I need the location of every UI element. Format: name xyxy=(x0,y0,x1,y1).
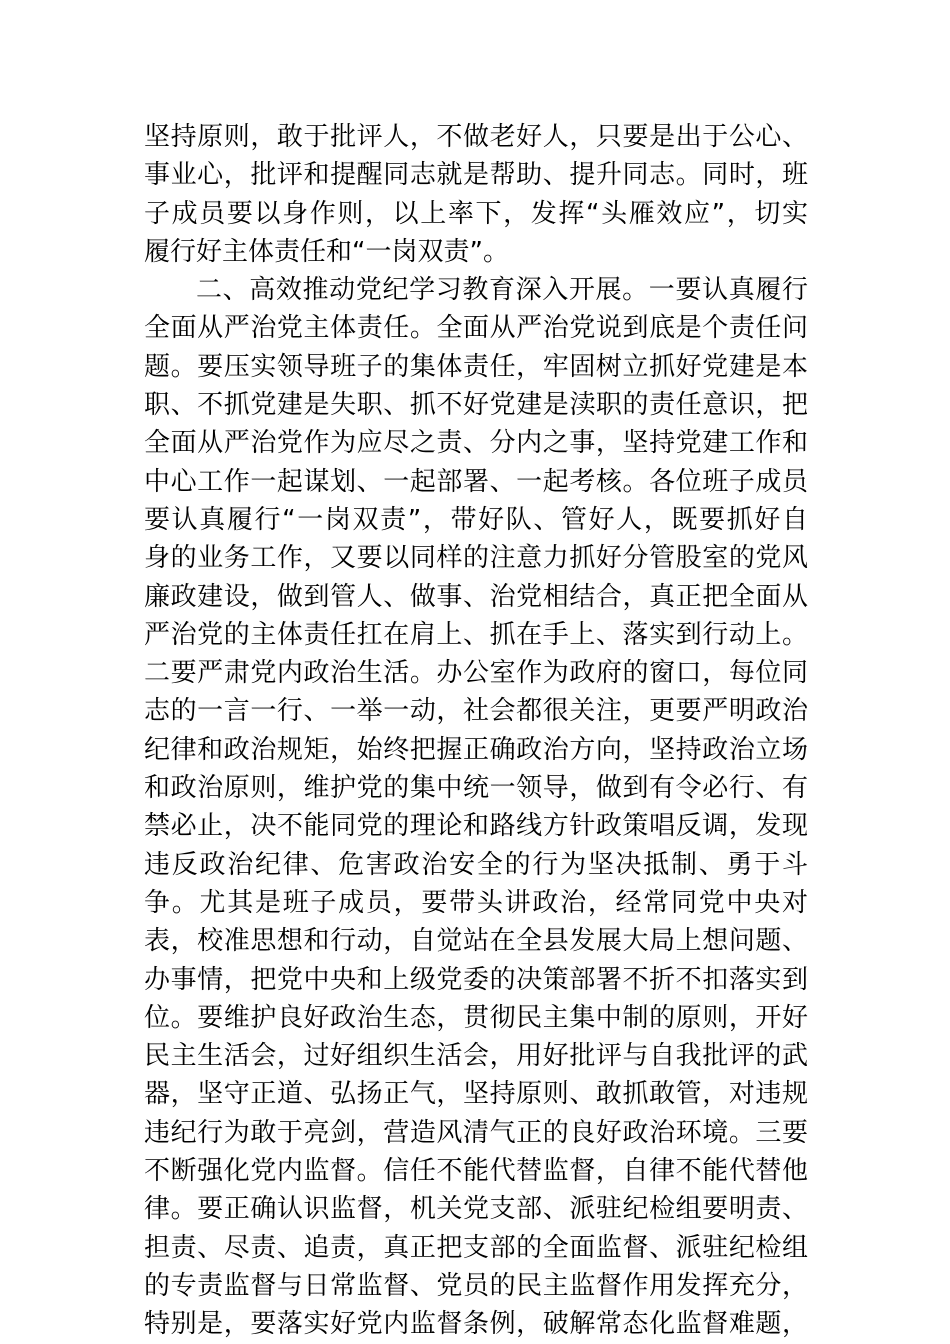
body-text xyxy=(144,118,808,1344)
text-line: 的专责监督与日常监督、党员的民主监督作用发挥充分， xyxy=(144,1270,808,1301)
text-line: 身的业务工作，又要以同样的注意力抓好分管股室的党风 xyxy=(144,543,808,574)
text-line: 禁必止，决不能同党的理论和路线方针政策唱反调，发现 xyxy=(144,811,808,842)
text-line: 中心工作一起谋划、一起部署、一起考核。各位班子成员 xyxy=(144,466,808,497)
text-line: 坚持原则，敢于批评人，不做老好人，只要是出于公心、 xyxy=(144,122,808,152)
text-line: 志的一言一行、一举一动，社会都很关注，更要严明政治 xyxy=(144,696,808,727)
text-line: 表，校准思想和行动，自觉站在全县发展大局上想问题、 xyxy=(144,926,808,957)
text-line: 位。要维护良好政治生态，贯彻民主集中制的原则，开好 xyxy=(144,1002,808,1033)
text-line: 廉政建设，做到管人、做事、治党相结合，真正把全面从 xyxy=(144,581,808,612)
text-line: 全面从严治党主体责任。全面从严治党说到底是个责任问 xyxy=(144,313,808,344)
text-line: 不断强化党内监督。信任不能代替监督，自律不能代替他 xyxy=(144,1156,808,1187)
text-line: 履行好主体责任和“一岗双责”。 xyxy=(144,236,509,267)
text-line: 违纪行为敢于亮剑，营造风清气正的良好政治环境。三要 xyxy=(144,1117,808,1148)
text-line: 办事情，把党中央和上级党委的决策部署不折不扣落实到 xyxy=(144,964,808,995)
text-line: 要认真履行“一岗双责”，带好队、管好人，既要抓好自 xyxy=(144,504,808,535)
text-line: 题。要压实领导班子的集体责任，牢固树立抓好党建是本 xyxy=(144,351,808,382)
text-line: 纪律和政治规矩，始终把握正确政治方向，坚持政治立场 xyxy=(144,734,808,765)
text-line: 民主生活会，过好组织生活会，用好批评与自我批评的武 xyxy=(144,1041,808,1072)
text-line: 和政治原则，维护党的集中统一领导，做到有令必行、有 xyxy=(144,773,808,804)
text-line: 职、不抓党建是失职、抓不好党建是渎职的责任意识，把 xyxy=(144,390,808,421)
text-line: 严治党的主体责任扛在肩上、抓在手上、落实到行动上。 xyxy=(144,619,808,650)
text-line: 子成员要以身作则，以上率下，发挥“头雁效应”，切实 xyxy=(144,198,808,229)
text-line: 律。要正确认识监督，机关党支部、派驻纪检组要明责、 xyxy=(144,1194,808,1225)
text-line: 担责、尽责、追责，真正把支部的全面监督、派驻纪检组 xyxy=(144,1232,808,1263)
text-line: 二要严肃党内政治生活。办公室作为政府的窗口，每位同 xyxy=(144,658,808,689)
paragraph-start-line: 二、高效推动党纪学习教育深入开展。一要认真履行 xyxy=(196,275,808,306)
text-line: 特别是，要落实好党内监督条例，破解常态化监督难题， xyxy=(144,1309,808,1340)
text-line: 全面从严治党作为应尽之责、分内之事，坚持党建工作和 xyxy=(144,428,808,459)
text-line: 事业心，批评和提醒同志就是帮助、提升同志。同时，班 xyxy=(144,160,808,191)
text-line: 违反政治纪律、危害政治安全的行为坚决抵制、勇于斗 xyxy=(144,849,808,880)
text-line: 器，坚守正道、弘扬正气，坚持原则、敢抓敢管，对违规 xyxy=(144,1079,808,1110)
text-line: 争。尤其是班子成员，要带头讲政治，经常同党中央对 xyxy=(144,887,808,918)
